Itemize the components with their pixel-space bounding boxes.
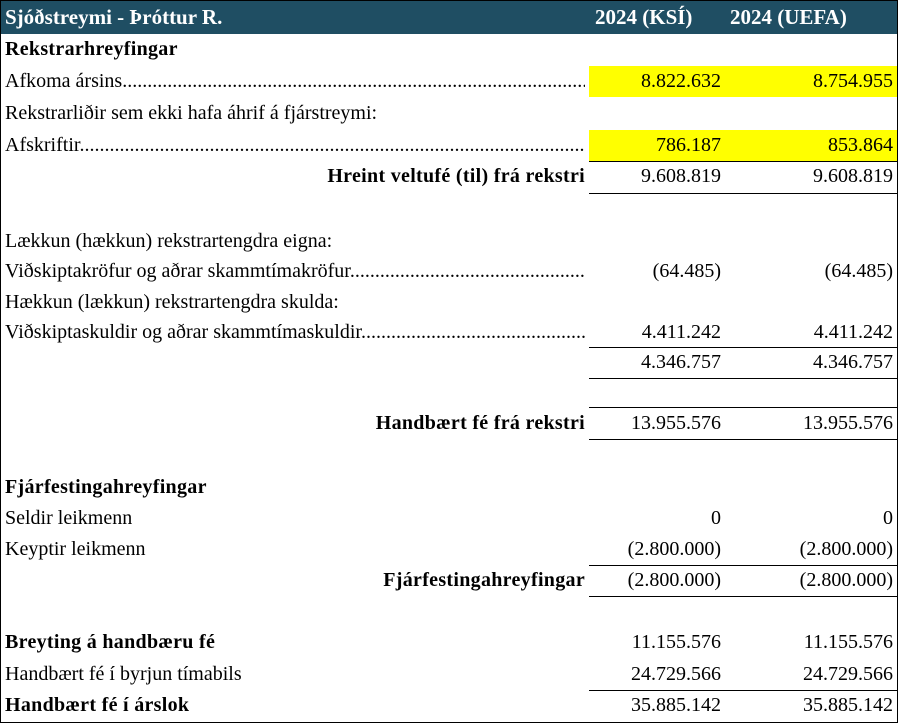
- subtotal-row: [1, 347, 897, 378]
- row-label: Viðskiptaskuldir og aðrar skammtímaskuldir .....: [5, 317, 585, 348]
- row-label: Rekstrarhreyfingar: [5, 38, 178, 60]
- table-row: [1, 317, 897, 348]
- row-label: Hreint veltufé (til) frá rekstri: [327, 165, 585, 187]
- total-row: [1, 408, 897, 439]
- value-ksi: (2.800.000): [627, 538, 721, 560]
- value-ksi: 11.155.576: [631, 631, 721, 653]
- value-uefa: 4.346.757: [813, 351, 893, 373]
- row-label: Afkoma ársins .....: [5, 66, 585, 97]
- row-label: Fjárfestingahreyfingar: [5, 476, 207, 498]
- row-label: Viðskiptakröfur og aðrar skammtímakröfur .....: [5, 256, 585, 287]
- row-label: Lækkun (hækkun) rekstrartengdra eigna:: [5, 230, 333, 252]
- table-row: [1, 130, 897, 161]
- value-ksi: (64.485): [652, 260, 721, 282]
- value-ksi: 4.411.242: [641, 321, 721, 343]
- grand-total-row: [1, 690, 897, 721]
- value-ksi: 0: [711, 507, 721, 529]
- table-row: [1, 226, 897, 257]
- table-row: [1, 256, 897, 287]
- table-row: [1, 627, 897, 658]
- divider: [589, 596, 897, 597]
- divider: [589, 193, 897, 194]
- value-ksi: (2.800.000): [627, 569, 721, 591]
- value-uefa: 4.411.242: [813, 321, 893, 343]
- row-label: Fjárfestingahreyfingar: [383, 569, 585, 591]
- row-label: Afskriftir .....: [5, 130, 585, 161]
- table-row: [1, 659, 897, 690]
- divider: [589, 439, 897, 440]
- subtotal-row: [1, 565, 897, 596]
- subtotal-row: [1, 161, 897, 192]
- value-ksi: 13.955.576: [631, 412, 721, 434]
- table-row: [1, 66, 897, 97]
- row-label: Handbært fé frá rekstri: [375, 412, 585, 434]
- value-uefa: 0: [883, 507, 893, 529]
- value-uefa: 9.608.819: [813, 165, 893, 187]
- row-label: Keyptir leikmenn: [5, 538, 146, 560]
- value-uefa: (2.800.000): [799, 538, 893, 560]
- value-ksi: 4.346.757: [641, 351, 721, 373]
- column-header-uefa: 2024 (UEFA): [730, 5, 847, 29]
- table-row: [1, 287, 897, 318]
- row-label: Seldir leikmenn: [5, 507, 133, 529]
- section-heading-operations: [1, 34, 897, 65]
- section-heading-investing: [1, 472, 897, 503]
- row-label: Breyting á handbæru fé: [5, 631, 216, 653]
- statement-title: Sjóðstreymi - Þróttur R.: [5, 5, 223, 29]
- table-row: [1, 98, 897, 129]
- column-header-ksi: 2024 (KSÍ): [595, 5, 693, 29]
- value-ksi: 9.608.819: [641, 165, 721, 187]
- table-header: [1, 1, 897, 34]
- value-ksi: 35.885.142: [631, 694, 721, 716]
- value-ksi: 786.187: [589, 130, 725, 161]
- value-uefa: 13.955.576: [803, 412, 893, 434]
- row-label: Handbært fé í byrjun tímabils: [5, 663, 242, 685]
- value-uefa: 853.864: [725, 130, 897, 161]
- divider: [589, 378, 897, 379]
- value-uefa: (64.485): [824, 260, 893, 282]
- value-uefa: 8.754.955: [725, 66, 897, 97]
- table-row: [1, 534, 897, 565]
- value-uefa: 35.885.142: [803, 694, 893, 716]
- value-uefa: 11.155.576: [803, 631, 893, 653]
- value-uefa: (2.800.000): [799, 569, 893, 591]
- value-uefa: 24.729.566: [803, 663, 893, 685]
- value-ksi: 24.729.566: [631, 663, 721, 685]
- row-label: Rekstrarliðir sem ekki hafa áhrif á fjárstreymi:: [5, 102, 378, 124]
- value-ksi: 8.822.632: [589, 66, 725, 97]
- row-label: Handbært fé í árslok: [5, 694, 190, 716]
- table-row: [1, 503, 897, 534]
- row-label: Hækkun (lækkun) rekstrartengdra skulda:: [5, 291, 339, 313]
